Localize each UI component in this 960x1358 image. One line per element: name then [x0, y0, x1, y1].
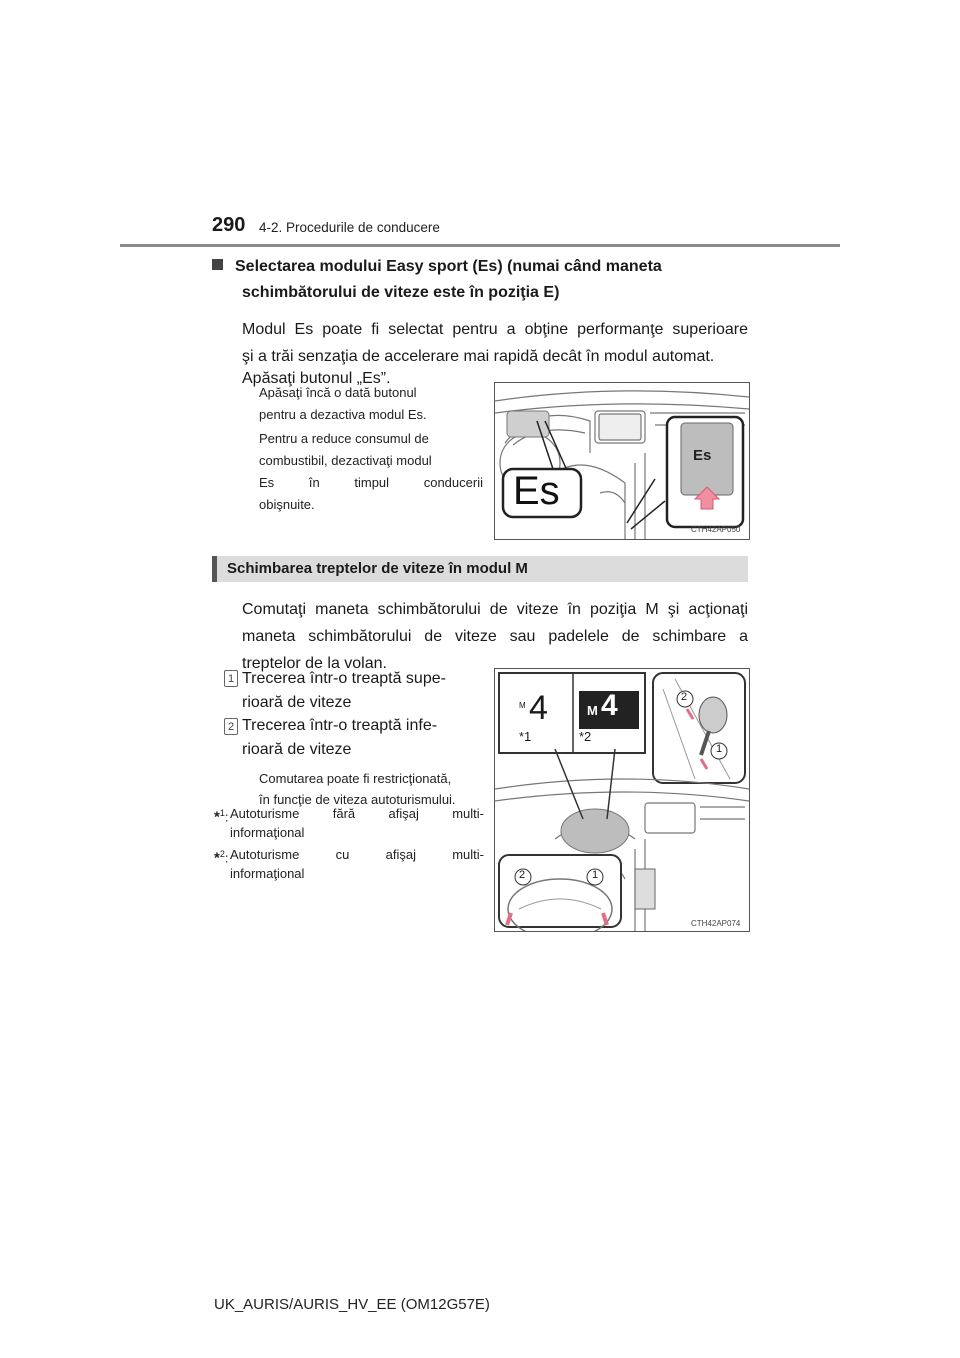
note-deactivate: [259, 382, 483, 426]
item-downshift: [242, 714, 477, 762]
section-paragraph: [242, 316, 748, 370]
note2-line-1: Pentru a reduce consumul de: [259, 431, 429, 446]
callout-2-top: 2: [681, 691, 688, 703]
m-small-label: M: [519, 701, 526, 710]
press-instruction: Apăsaţi butonul „Es”.: [242, 370, 391, 387]
m-mode-line-3: treptelor de la volan.: [242, 655, 387, 672]
m-mode-paragraph: [242, 596, 748, 677]
item1-line-1: Trecerea într-o treaptă supe-: [242, 670, 446, 687]
gear-small-digit: 4: [529, 689, 548, 727]
m-mode-line-1: Comutaţi maneta schimbătorului de viteze în poziţia M şi acţionaţi: [242, 601, 748, 618]
paragraph-line-2: şi a trăi senzaţia de accelerare mai rapidă decât în modul automat.: [242, 348, 715, 365]
note2-line-2: combustibil, dezactivaţi modul: [259, 453, 432, 468]
note2-line-3: Es în timpul conducerii: [259, 475, 483, 490]
star-2-label: *2: [579, 729, 592, 744]
es-button-label: Es: [693, 447, 712, 464]
note2-line-4: obişnuite.: [259, 497, 315, 512]
footnote-2-text: Autoturisme cu afişaj multi- informaţional: [230, 847, 484, 881]
figure-code: CTH42AP050: [691, 525, 741, 534]
note3-line-1: Comutarea poate fi restricţionată,: [259, 771, 452, 786]
page-number: 290: [212, 214, 246, 236]
es-large-label: Es: [513, 469, 560, 513]
note-fuel: [259, 428, 483, 516]
item2-line-2: rioară de viteze: [242, 741, 352, 758]
m-mode-figure: [494, 668, 750, 932]
paragraph-line-1: Modul Es poate fi selectat pentru a obţine performanţe superioare: [242, 321, 748, 338]
es-button-figure: [494, 382, 750, 540]
item2-line-1: Trecerea într-o treaptă infe-: [242, 717, 438, 734]
item-number-1: 1: [224, 670, 238, 687]
note1-line-2: pentru a dezactiva modul Es.: [259, 407, 427, 422]
header-rule: [120, 244, 840, 247]
star-1-label: *1: [519, 729, 532, 744]
heading-line-2: schimbătorului de viteze este în poziţia E): [242, 284, 560, 301]
m-mode-line-2: maneta schimbătorului de viteze sau padelele de schimbare a: [242, 628, 748, 645]
section-title: Schimbarea treptelor de viteze în modul M: [227, 560, 528, 577]
item-upshift: [242, 667, 477, 715]
note1-line-1: Apăsaţi încă o dată butonul: [259, 385, 417, 400]
chapter-title: 4-2. Procedurile de conducere: [259, 220, 440, 235]
section-title-bar: [212, 556, 748, 582]
gear-large-digit: 4: [601, 689, 618, 722]
footnote-2-mark: *$^2$:: [214, 849, 229, 867]
item-number-2: 2: [224, 718, 238, 735]
item1-line-2: rioară de viteze: [242, 694, 352, 711]
callout-1-top: 1: [716, 743, 723, 755]
m-large-label: M: [587, 703, 598, 718]
callout-2-bottom: 2: [519, 869, 526, 881]
figure-code: CTH42AP074: [691, 919, 741, 928]
section-heading: [212, 254, 748, 306]
footer-model-code: UK_AURIS/AURIS_HV_EE (OM12G57E): [214, 1296, 490, 1313]
footnote-1-text: Autoturisme fără afişaj multi- informaţional: [230, 806, 484, 840]
note3-line-2: în funcţie de viteza autoturismului.: [259, 792, 456, 807]
callout-1-bottom: 1: [592, 869, 599, 881]
footnote-1-mark: *$^1$:: [214, 808, 229, 826]
heading-line-1: Selectarea modului Easy sport (Es) (numai când maneta: [235, 258, 662, 275]
bullet-square-icon: [212, 259, 223, 270]
